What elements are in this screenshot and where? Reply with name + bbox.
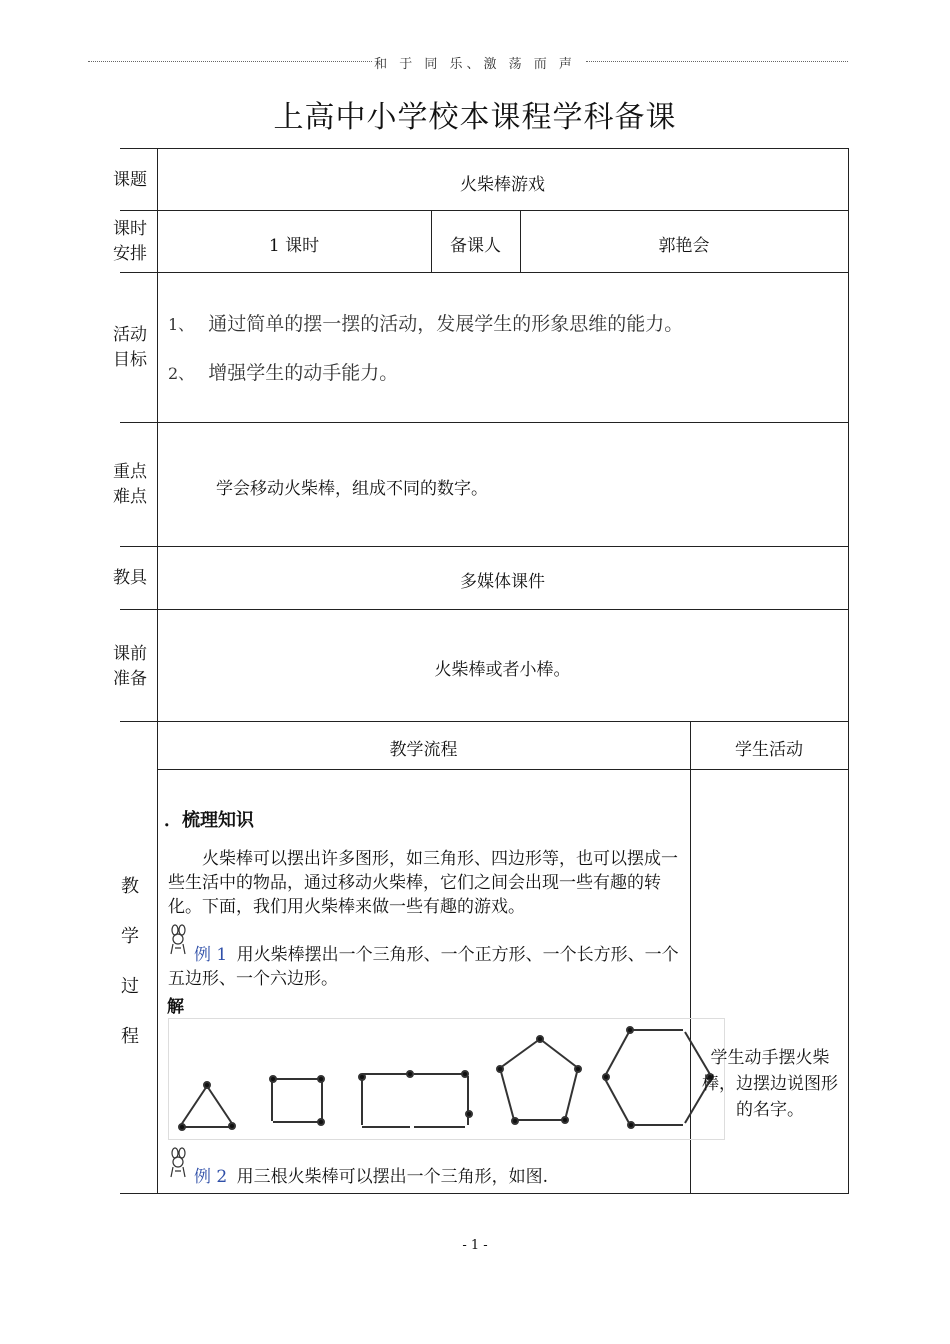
hours-value: 1 课时 [268,236,320,256]
process-char: 程 [121,1026,139,1047]
triangle-shape [179,1082,235,1130]
goals-label-line1: 活动 [113,325,147,345]
table-border [120,546,849,547]
shapes-figure [169,1019,724,1139]
header-rule-right [586,61,848,62]
preparer-label: 备课人 [450,236,501,256]
hours-label-line1: 课时 [113,219,147,239]
student-activity: 学生动手摆火柴棒，边摆边说图形的名字。 [702,1048,838,1120]
table-border [120,609,849,610]
square-shape [270,1076,324,1125]
process-char: 学 [121,926,139,947]
topic-label: 课题 [113,170,147,190]
key-label-line1: 重点 [113,462,147,482]
table-border [120,210,849,211]
table-border [848,148,849,1194]
intro-paragraph: 火柴棒可以摆出许多图形，如三角形、四边形等，也可以摆成一些生活中的物品，通过移动火柴棒，它们之间会出现一些有趣的转化。下面，我们用火柴棒来做一些有趣的游戏。 [168,849,678,917]
prep-value: 火柴棒或者小棒。 [434,660,571,680]
prep-label-line2: 准备 [113,669,147,689]
prep-label-line1: 课前 [113,644,147,664]
goal-number: 1、 [168,315,195,334]
goal-text: 通过简单的摆一摆的活动，发展学生的形象思维的能力。 [208,313,684,335]
key-value: 学会移动火柴棒，组成不同的数字。 [216,479,488,499]
tools-value: 多媒体课件 [460,572,545,592]
rectangle-shape [359,1071,472,1127]
preparer-value: 郭艳会 [658,236,710,256]
goal-number: 2、 [168,364,195,383]
example1 [168,943,688,991]
goals-label-line2: 目标 [113,350,147,370]
flow-header: 教学流程 [389,740,458,760]
section-heading: ．梳理知识 [164,810,254,831]
page-number: - 1 - [462,1238,488,1253]
page-title: 上高中小学校本课程学科备课 [273,100,677,135]
header-rule-left [88,61,372,62]
process-char: 教 [121,876,139,897]
goal-item-2 [168,358,398,385]
example1-text: 用火柴棒摆出一个三角形、一个正方形、一个长方形、一个五边形、一个六边形。 [168,945,679,989]
tools-label: 教具 [113,568,147,588]
matchstick-figures [168,1018,725,1140]
process-char: 过 [121,976,139,997]
header-motto: 和 于 同 乐、激 荡 而 声 [374,57,576,72]
table-border [120,148,849,149]
pentagon-shape [497,1036,581,1124]
example2 [168,1165,688,1189]
hexagon-shape [603,1027,713,1128]
topic-value: 火柴棒游戏 [460,175,545,195]
table-border [120,721,849,722]
hours-label-line2: 安排 [113,244,147,264]
key-label-line2: 难点 [113,487,147,507]
table-border [157,769,849,770]
example2-text: 用三根火柴棒可以摆出一个三角形，如图. [236,1167,549,1187]
example2-label: 例 2 [194,1167,228,1187]
goal-item-1 [168,309,683,336]
student-header: 学生活动 [735,740,803,760]
table-border [120,1193,849,1194]
table-border [120,422,849,423]
table-border [120,272,849,273]
goal-text: 增强学生的动手能力。 [208,362,399,384]
solution-label: 解 [167,997,184,1017]
example1-label: 例 1 [194,945,228,965]
